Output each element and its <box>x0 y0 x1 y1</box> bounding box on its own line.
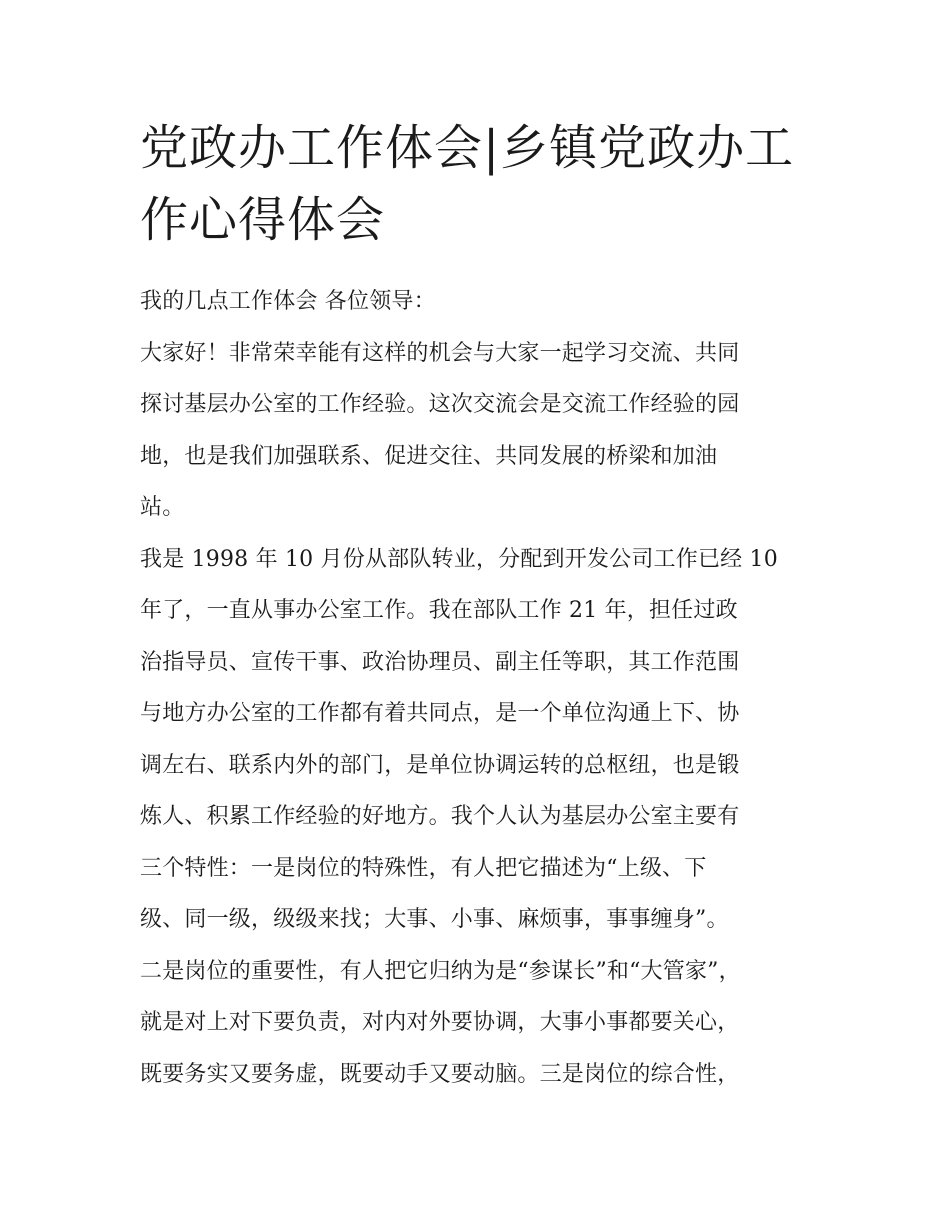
body-line: 与地方办公室的工作都有着共同点，是一个单位沟通上下、协 <box>140 701 740 726</box>
body-line: 站。 <box>140 495 185 520</box>
title-line: 党政办工作体会|乡镇党政办工 <box>140 120 795 176</box>
body-line: 年了，一直从事办公室工作。我在部队工作 21 年，担任过政 <box>140 598 738 623</box>
body-line: 三个特性：一是岗位的特殊性，有人把它描述为“上级、下 <box>140 855 707 881</box>
body-line: 调左右、联系内外的部门，是单位协调运转的总枢纽，也是锻 <box>140 752 740 778</box>
body-line: 级、同一级，级级来找；大事、小事、麻烦事，事事缠身”。 <box>140 907 729 932</box>
body-line: 治指导员、宣传干事、政治协理员、副主任等职，其工作范围 <box>140 649 740 675</box>
document-title <box>140 112 820 256</box>
document-body <box>140 282 820 1106</box>
body-line: 大家好！非常荣幸能有这样的机会与大家一起学习交流、共同 <box>140 340 740 366</box>
body-line: 就是对上对下要负责，对内对外要协调，大事小事都要关心， <box>140 1010 740 1035</box>
body-line: 二是岗位的重要性，有人把它归纳为是“参谋长”和“大管家”， <box>140 958 741 984</box>
body-line: 炼人、积累工作经验的好地方。我个人认为基层办公室主要有 <box>140 804 740 829</box>
body-line: 既要务实又要务虚，既要动手又要动脑。三是岗位的综合性， <box>140 1061 740 1087</box>
body-line: 探讨基层办公室的工作经验。这次交流会是交流工作经验的园 <box>140 392 740 417</box>
body-line: 地，也是我们加强联系、促进交往、共同发展的桥梁和加油 <box>140 443 718 469</box>
body-line: 我是 1998 年 10 月份从部队转业，分配到开发公司工作已经 10 <box>140 546 778 572</box>
body-line: 我的几点工作体会 各位领导： <box>140 289 436 314</box>
title-line: 作心得体会 <box>140 192 386 248</box>
